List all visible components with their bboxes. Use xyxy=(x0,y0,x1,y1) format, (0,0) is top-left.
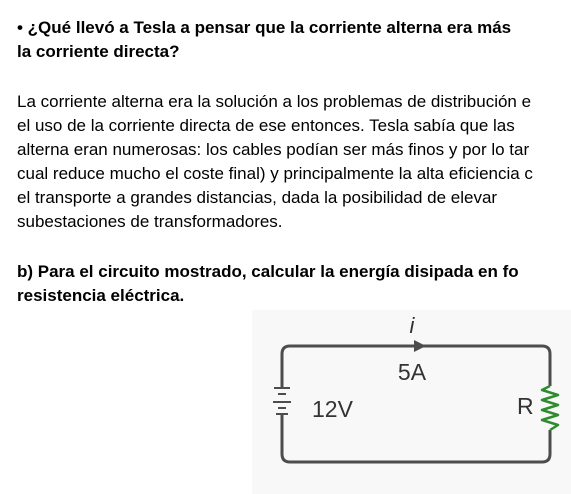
answer-line-6: subestaciones de transformadores. xyxy=(17,212,283,231)
part-b-line-1: b) Para el circuito mostrado, calcular la energía disipada en fo xyxy=(17,262,519,281)
circuit-diagram xyxy=(252,310,571,494)
question-line-2: la corriente directa? xyxy=(17,42,180,61)
resistor-label: R xyxy=(517,393,534,419)
part-b-line-2: resistencia eléctrica. xyxy=(17,286,185,305)
answer-line-4: cual reduce mucho el coste final) y principalmente la alta eficiencia c xyxy=(17,164,533,183)
answer-line-3: alterna eran numerosas: los cables podían ser más finos y por lo tar xyxy=(17,140,530,159)
current-symbol-label: i xyxy=(409,313,415,338)
answer-line-5: el transporte a grandes distancias, dada la posibilidad de elevar xyxy=(17,188,498,207)
current-value-label: 5A xyxy=(397,359,427,385)
answer-line-2: el uso de la corriente directa de ese entonces. Tesla sabía que las xyxy=(17,116,515,135)
voltage-label: 12V xyxy=(312,396,353,422)
answer-line-1: La corriente alterna era la solución a los problemas de distribución e xyxy=(17,92,532,111)
question-line-1: • ¿Qué llevó a Tesla a pensar que la corriente alterna era más xyxy=(17,18,512,37)
